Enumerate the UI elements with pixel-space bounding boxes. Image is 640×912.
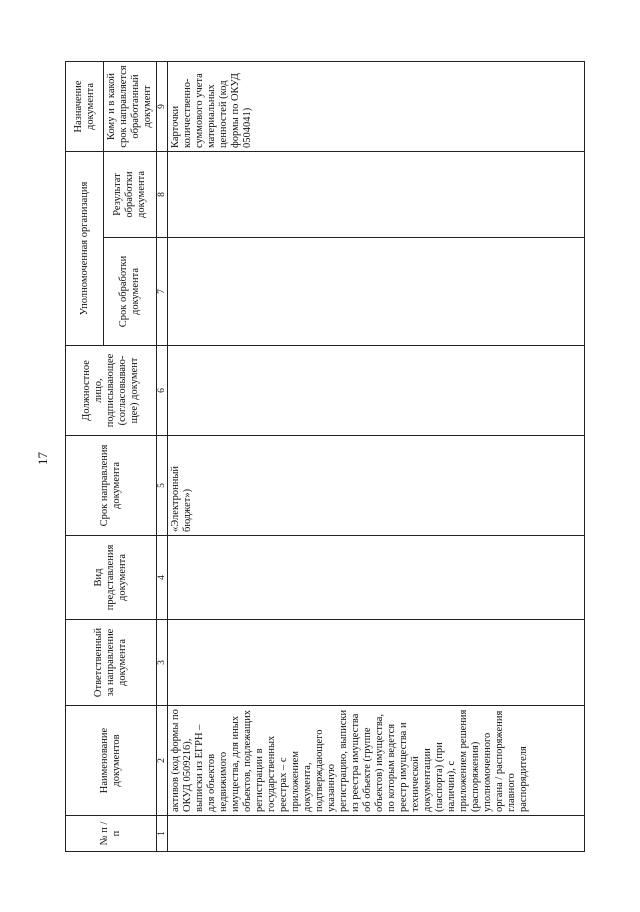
col-header-view: Вид представления документа bbox=[66, 536, 157, 620]
column-number: 4 bbox=[157, 536, 168, 620]
col-header-term: Срок направления документа bbox=[66, 436, 157, 536]
cell-num bbox=[168, 816, 585, 852]
col-header-processing-result: Результат обработки документа bbox=[104, 152, 157, 238]
col-header-processing-term: Срок обработки документа bbox=[104, 238, 157, 346]
cell-view bbox=[168, 536, 585, 620]
cell-document-name: активов (код формы по ОКУД 0509216), выписки из ЕГРН – для объектов недвижимого имущества, для иных объектов, подлежащих регистрации в государственных реестрах – с приложением документа, подтверждающего указанную регистрацию, выписки из реестра имущества об объекте (группе объектов) имущества, по которым ведется реестр имущества и технической документации (паспорта) (при наличии), с приложением решения (распоряжения) уполномоченного органа / распоряжения главного распорядителя bbox=[168, 706, 585, 816]
column-number: 9 bbox=[157, 62, 168, 152]
cell-responsible bbox=[168, 620, 585, 706]
table-row bbox=[168, 62, 585, 852]
rotated-register bbox=[65, 62, 585, 852]
col-header-authorized-org: Уполномоченная организация bbox=[66, 152, 104, 346]
column-number: 3 bbox=[157, 620, 168, 706]
cell-processing-result bbox=[168, 152, 585, 238]
cell-purpose: Карточки количественно-суммового учета материальных ценностей (код формы по ОКУД 0504041) bbox=[168, 62, 585, 152]
cell-term: «Электронный бюджет») bbox=[168, 436, 585, 536]
col-header-purpose: Кому и в какой срок направляется обработанный документ bbox=[104, 62, 157, 152]
column-number: 1 bbox=[157, 816, 168, 852]
cell-processing-term bbox=[168, 238, 585, 346]
col-header-responsible: Ответственный за направление документа bbox=[66, 620, 157, 706]
column-number: 8 bbox=[157, 152, 168, 238]
col-header-name: Наименование документов bbox=[66, 706, 157, 816]
col-header-purpose-group: Назначение документа bbox=[66, 62, 104, 152]
col-header-official: Должностное лицо, подписывающее (согласовываю-щее) документ bbox=[66, 346, 157, 436]
cell-official bbox=[168, 346, 585, 436]
page-number: 17 bbox=[35, 452, 50, 465]
header-row bbox=[66, 62, 104, 852]
column-number: 7 bbox=[157, 238, 168, 346]
column-number: 6 bbox=[157, 346, 168, 436]
column-number-row bbox=[157, 62, 168, 852]
table-container bbox=[65, 62, 585, 852]
col-header-num: № п / п bbox=[66, 816, 157, 852]
document-register-table bbox=[65, 61, 585, 852]
column-number: 5 bbox=[157, 436, 168, 536]
column-number: 2 bbox=[157, 706, 168, 816]
